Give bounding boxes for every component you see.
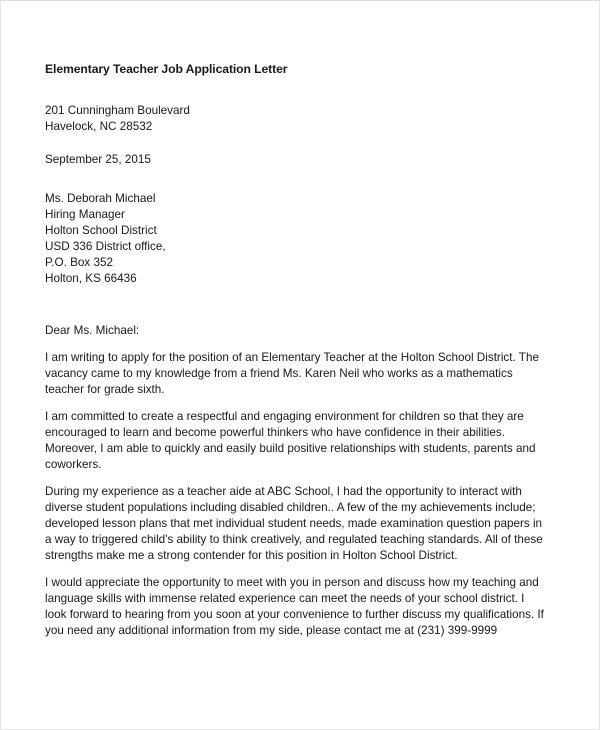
letter-paragraph: I am writing to apply for the position of an Elementary Teacher at the Holton School District. The vacancy came to my knowledge from a friend Ms. Karen Neil who works as a mathematics teacher for grade sixth. [45,351,539,396]
recipient-address-line: Holton, KS 66436 [45,272,137,285]
letter-date: September 25, 2015 [45,153,151,166]
salutation-text: Dear Ms. Michael: [45,324,140,337]
sender-address-block [45,103,547,135]
page-title: Elementary Teacher Job Application Letter [45,62,288,76]
recipient-address-line: USD 336 District office, [45,240,166,253]
recipient-address-line: Hiring Manager [45,208,125,221]
recipient-address-line: Holton School District [45,224,157,237]
letter-paragraph: I am committed to create a respectful and engaging environment for children so that they are encouraged to learn and become powerful thinkers who have confidence in their abilities. Moreover, I am able to quickly and easily build positive relationships with students, parents and coworkers. [45,410,536,471]
sender-address-line: 201 Cunningham Boulevard [45,104,190,117]
cover-letter [45,61,547,639]
letter-paragraph: During my experience as a teacher aide at ABC School, I had the opportunity to interact with diverse student populations including disabled children.. A few of the my achievements include; developed lesson plans that met individual student needs, made examination question papers in a way to triggered child's ability to think creatively, and regulated teaching standards. All of these strengths make me a strong contender for this position in Holton School District. [45,485,543,562]
salutation [45,323,547,339]
letter-paragraph: I would appreciate the opportunity to meet with you in person and discuss how my teaching and language skills with immense related experience can meet the needs of your school district. I look forward to hearing from you soon at your convenience to further discuss my qualifications. If you need any additional information from my side, please contact me at (231) 399-9999 [45,576,544,637]
sender-address-line: Havelock, NC 28532 [45,120,153,133]
date-line [45,152,547,168]
recipient-address-line: Ms. Deborah Michael [45,192,156,205]
recipient-address-block [45,191,547,287]
recipient-address-line: P.O. Box 352 [45,256,114,269]
